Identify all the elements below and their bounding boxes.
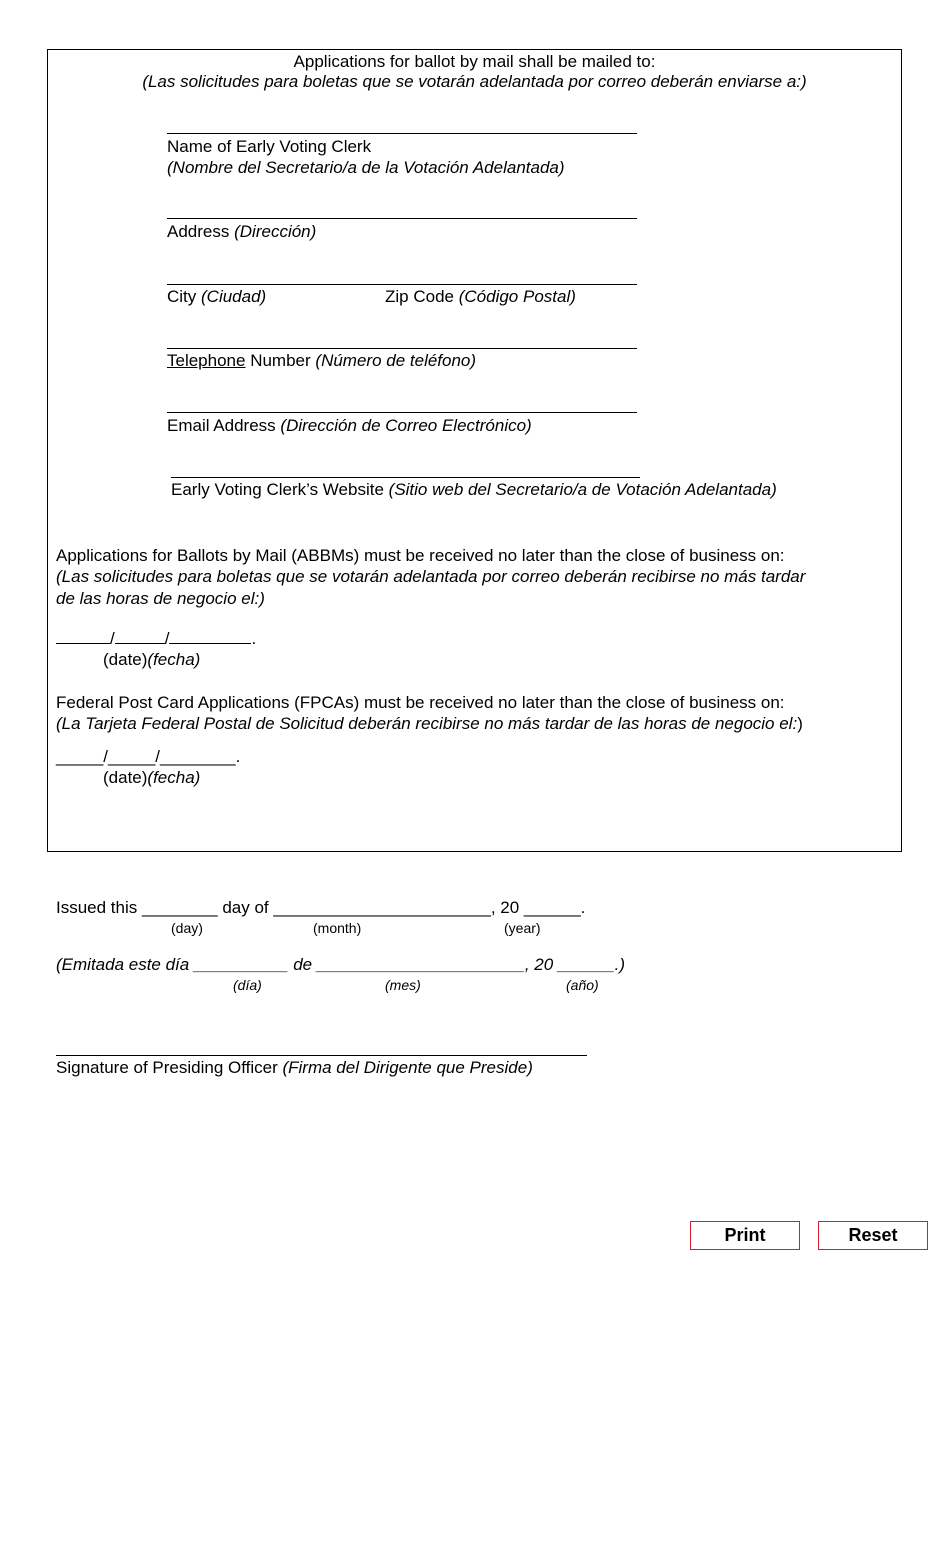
email-field[interactable] [167,412,637,413]
print-button[interactable]: Print [690,1221,800,1250]
fpca-date-label: (date)(fecha) [103,768,201,787]
mailing-title: Applications for ballot by mail shall be mailed to: [293,52,656,71]
zip-label: Zip Code (Código Postal) [385,287,576,306]
clerk-name-field[interactable] [167,133,637,134]
fpca-date-field[interactable]: _____/_____/________. [56,747,241,766]
issued-day-label: (day) [171,920,203,936]
abbm-deadline-text-es-1: (Las solicitudes para boletas que se votarán adelantada por correo deberán recibirse no más tardar [56,567,806,586]
abbm-date-field[interactable]: / / . [56,629,256,649]
clerk-name-label-es: (Nombre del Secretario/a de la Votación Adelantada) [167,158,565,177]
signature-field[interactable] [56,1055,587,1056]
website-field[interactable] [171,477,640,478]
issued-month-label-es: (mes) [385,977,421,993]
clerk-name-label: Name of Early Voting Clerk [167,137,372,156]
telephone-field[interactable] [167,348,637,349]
email-label: Email Address (Dirección de Correo Electrónico) [167,416,532,435]
abbm-deadline-text-es-2: de las horas de negocio el:) [56,589,265,608]
address-label: Address (Dirección) [167,222,317,241]
issued-line[interactable]: Issued this ________ day of _______________________, 20 ______. [56,898,586,917]
mailing-subtitle: (Las solicitudes para boletas que se votarán adelantada por correo deberán enviarse a:) [142,72,807,91]
reset-button[interactable]: Reset [818,1221,928,1250]
issued-day-label-es: (día) [233,977,262,993]
city-label: City (Ciudad) [167,287,267,306]
fpca-deadline-text-es: (La Tarjeta Federal Postal de Solicitud deberán recibirse no más tardar de las horas de negocio el:) [56,714,803,733]
fpca-deadline-text: Federal Post Card Applications (FPCAs) must be received no later than the close of business on: [56,693,785,712]
website-label: Early Voting Clerk’s Website (Sitio web del Secretario/a de Votación Adelantada) [171,480,777,499]
issued-month-label: (month) [313,920,362,936]
city-zip-field[interactable] [167,284,637,285]
abbm-date-label: (date)(fecha) [103,650,201,669]
signature-label: Signature of Presiding Officer (Firma del Dirigente que Preside) [56,1058,533,1077]
issued-year-label: (year) [504,920,541,936]
issued-line-es[interactable]: (Emitada este día __________ de ______________________, 20 ______.) [56,955,626,974]
address-field[interactable] [167,218,637,219]
abbm-deadline-text: Applications for Ballots by Mail (ABBMs) must be received no later than the close of business on: [56,546,785,565]
issued-year-label-es: (año) [566,977,599,993]
telephone-label: Telephone Number (Número de teléfono) [167,351,477,370]
